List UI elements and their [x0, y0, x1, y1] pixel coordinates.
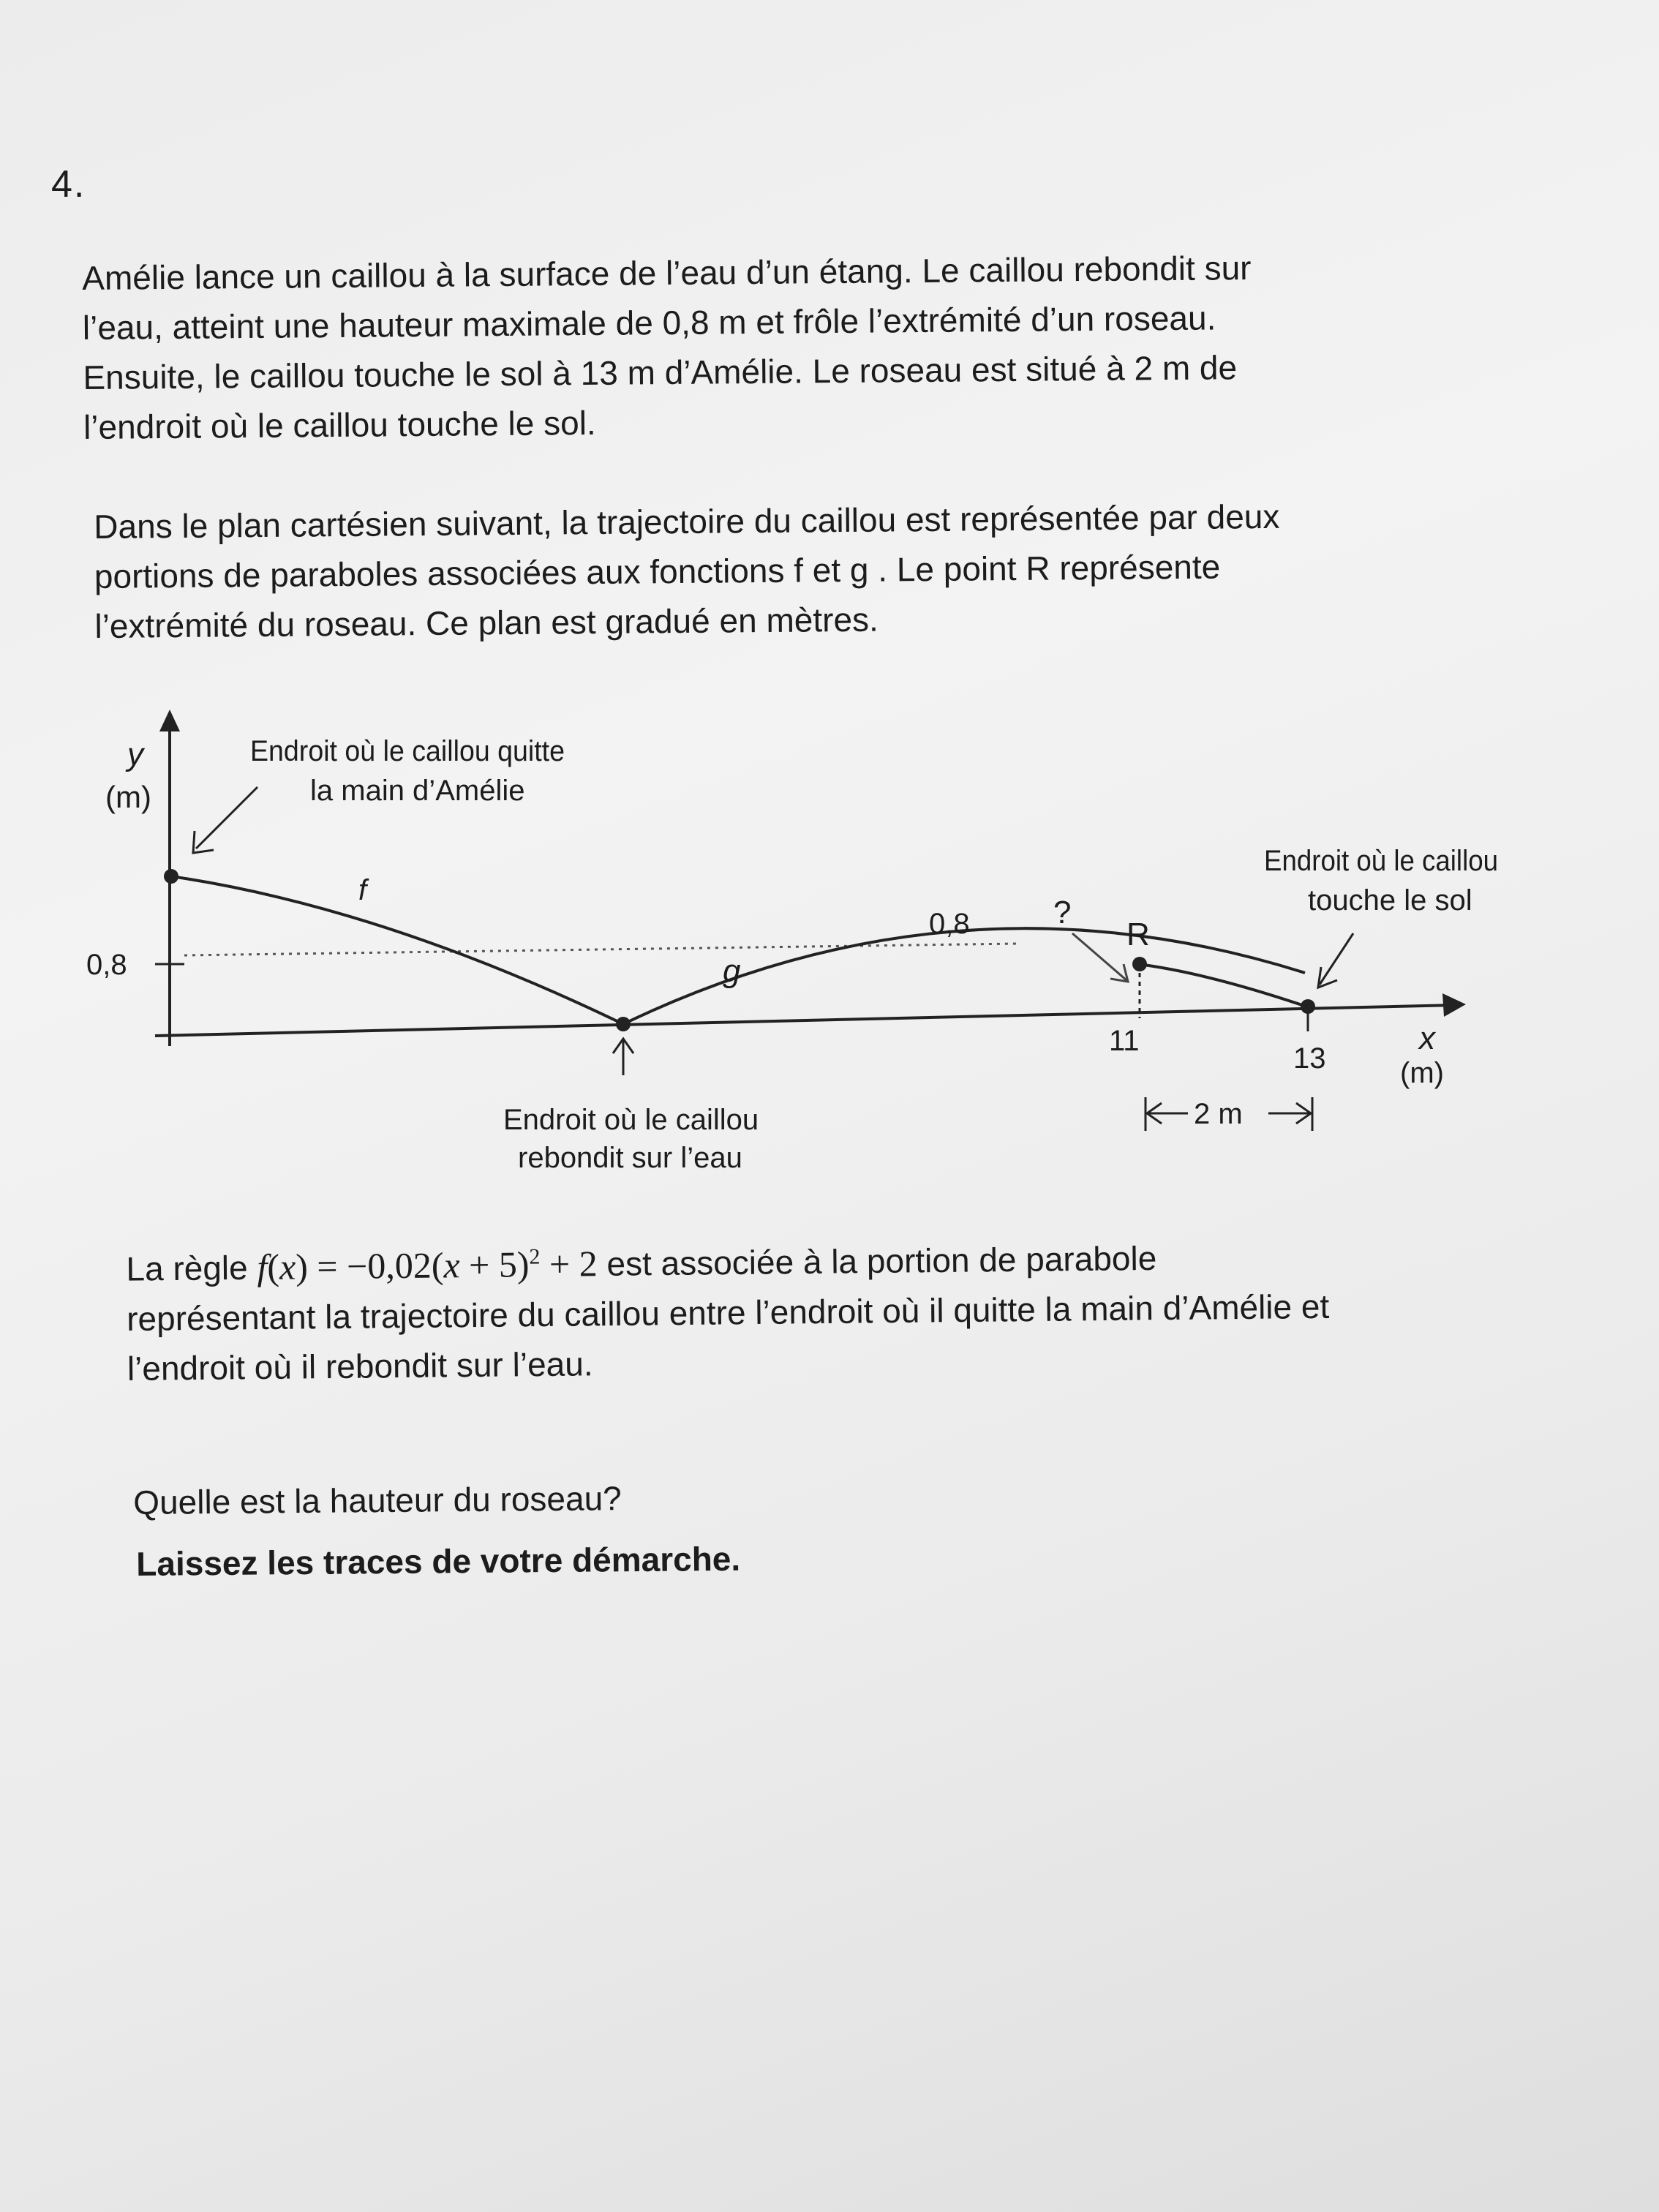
y-tick-label: 0,8: [86, 949, 127, 981]
y-axis-label: y: [127, 737, 143, 772]
intro-line: Amélie lance un caillou à la surface de l’eau d’un étang. Le caillou rebondit sur: [82, 249, 1252, 297]
distance-label: 2 m: [1194, 1098, 1243, 1130]
bounce-label-line2: rebondit sur l’eau: [518, 1142, 742, 1174]
max-height-dotted-line: [184, 944, 1017, 955]
formula-rest: ) = −0,02(: [295, 1244, 444, 1287]
point-r: [1132, 957, 1147, 971]
f-label: f: [358, 874, 367, 906]
intro-line: l’eau, atteint une hauteur maximale de 0,8 m et frôle l’extrémité d’un roseau.: [82, 298, 1216, 347]
bounce-point: [616, 1017, 631, 1031]
ground-label-line2: touche le sol: [1308, 884, 1472, 917]
intro-line: l’endroit où le caillou touche le sol.: [83, 403, 596, 446]
rule-prefix: La règle: [126, 1248, 248, 1288]
point-r-label: R: [1126, 917, 1150, 952]
handwritten-x-value: 11: [1109, 1025, 1140, 1057]
handwritten-question-mark: ?: [1053, 895, 1072, 930]
rule-formula: $f(x) = -0,02(x + 5)^2 + 2$: [257, 1242, 598, 1287]
handwritten-arrow: [1072, 933, 1126, 980]
start-arrow: [196, 787, 257, 849]
bounce-label-line1: Endroit où le caillou: [503, 1104, 759, 1136]
intro-line: Ensuite, le caillou touche le sol à 13 m d’Amélie. Le roseau est situé à 2 m de: [83, 348, 1238, 396]
rule-line-3: l’endroit où il rebondit sur l’eau.: [127, 1344, 593, 1388]
instruction-text: Laissez les traces de votre démarche.: [136, 1539, 741, 1583]
start-point: [164, 869, 178, 884]
handwritten-max: 0,8: [929, 908, 970, 940]
start-label-line1: Endroit où le caillou quitte: [250, 735, 565, 767]
plan-line: portions de paraboles associées aux fonctions f et g . Le point R représente: [94, 547, 1221, 595]
y-axis-arrow: [159, 710, 180, 731]
ground-arrow: [1320, 933, 1353, 985]
rule-suffix: est associée à la portion de parabole: [606, 1238, 1157, 1283]
x-axis-label: x: [1419, 1020, 1435, 1056]
question-text: Quelle est la hauteur du roseau?: [133, 1479, 622, 1521]
question-number: 4.: [51, 163, 86, 206]
x-axis-arrow: [1442, 993, 1466, 1017]
plan-line: Dans le plan cartésien suivant, la trajectoire du caillou est représentée par deux: [94, 497, 1280, 546]
rule-line-2: représentant la trajectoire du caillou entre l’endroit où il quitte la main d’Amélie et: [126, 1287, 1330, 1338]
x-axis-unit: (m): [1400, 1057, 1444, 1089]
x-axis: [155, 1005, 1456, 1036]
plan-line: l’extrémité du roseau. Ce plan est gradué en mètres.: [94, 600, 879, 645]
start-label-line2: la main d’Amélie: [310, 775, 525, 807]
rule-paragraph: [126, 1224, 1330, 1393]
formula-x: x: [279, 1246, 296, 1287]
formula-plus5: + 5): [459, 1243, 530, 1285]
x-tick-label: 13: [1293, 1042, 1326, 1075]
g-label: g: [723, 953, 741, 989]
formula-exponent: 2: [529, 1244, 541, 1269]
formula-f: f: [257, 1246, 268, 1287]
formula-x2: x: [443, 1244, 460, 1286]
formula-tail: + 2: [540, 1242, 598, 1284]
y-axis-unit: (m): [105, 780, 151, 814]
ground-label-line1: Endroit où le caillou: [1264, 845, 1498, 877]
